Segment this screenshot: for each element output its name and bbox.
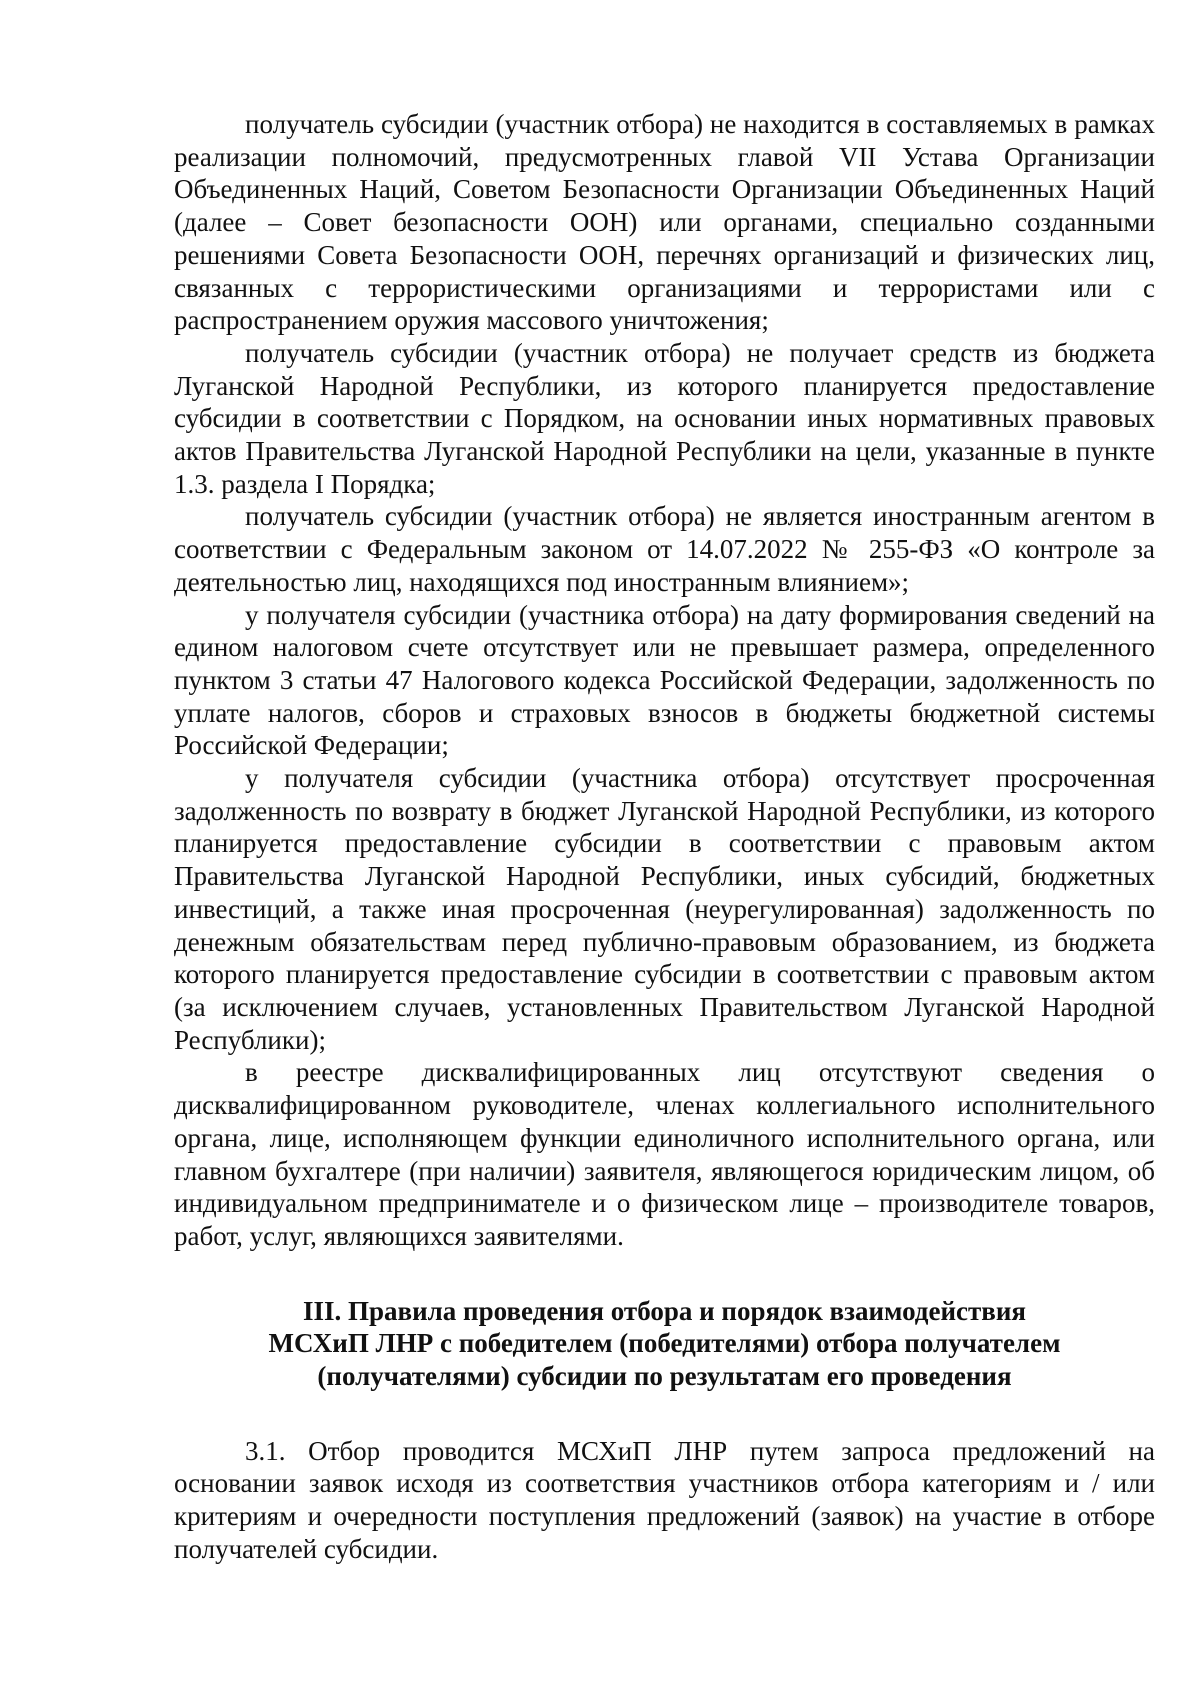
document-page [174, 108, 1155, 1566]
heading-line-2: МСХиП ЛНР с победителем (победителями) отбора получателем [268, 1328, 1061, 1359]
paragraph-disqualified-registry: в реестре дисквалифицированных лиц отсутствуют сведения о дисквалифицированном руководителе, членах коллегиального исполнительного органа, лице, исполняющем функции единоличного исполнительного органа, или главном бухгалтере (при наличии) заявителя, являющегося юридическим лицом, об индивидуальном предпринимателе и о физическом лице – производителе товаров, работ, услуг, являющихся заявителями. [174, 1057, 1155, 1251]
paragraph-sanctions-lists: получатель субсидии (участник отбора) не находится в составляемых в рамках реализации полномочий, предусмотренных главой VII Устава Организации Объединенных Наций, Советом Безопасности Организации Объединенных Наций (далее – Совет безопасности ООН) или органами, специально созданными решениями Совета Безопасности ООН, перечнях организаций и физических лиц, связанных с террористическими организациями и террористами или с распространением оружия массового уничтожения; [174, 109, 1155, 336]
section-heading [174, 1295, 1155, 1393]
paragraph-overdue-debt: у получателя субсидии (участника отбора) отсутствует просроченная задолженность по возврату в бюджет Луганской Народной Республики, из которого планируется предоставление субсидии в соответствии с правовым актом Правительства Луганской Народной Республики, иных субсидий, бюджетных инвестиций, а также иная просроченная (неурегулированная) задолженность по денежным обязательствам перед публично-правовым образованием, из бюджета которого планируется предоставление субсидии в соответствии с правовым актом (за исключением случаев, установленных Правительством Луганской Народной Республики); [174, 763, 1155, 1055]
paragraph-3-1: 3.1. Отбор проводится МСХиП ЛНР путем запроса предложений на основании заявок исходя из соответствия участников отбора категориям и / или критериям и очередности поступления предложений (заявок) на участие в отборе получателей субсидии. [174, 1435, 1155, 1564]
paragraph-no-budget-funds: получатель субсидии (участник отбора) не получает средств из бюджета Луганской Народной Республики, из которого планируется предоставление субсидии в соответствии с Порядком, на основании иных нормативных правовых актов Правительства Луганской Народной Республики на цели, указанные в пункте 1.3. раздела I Порядка; [174, 337, 1155, 499]
paragraph-tax-debt: у получателя субсидии (участника отбора) на дату формирования сведений на едином налоговом счете отсутствует или не превышает размера, определенного пунктом 3 статьи 47 Налогового кодекса Российской Федерации, задолженность по уплате налогов, сборов и страховых взносов в бюджеты бюджетной системы Российской Федерации; [174, 599, 1155, 761]
heading-line-1: III. Правила проведения отбора и порядок взаимодействия [302, 1295, 1026, 1326]
paragraph-not-foreign-agent: получатель субсидии (участник отбора) не является иностранным агентом в соответствии с Федеральным законом от 14.07.2022 № 255-ФЗ «О контроле за деятельностью лиц, находящихся под иностранным влиянием»; [174, 501, 1155, 597]
heading-line-3: (получателями) субсидии по результатам его проведения [317, 1361, 1012, 1392]
